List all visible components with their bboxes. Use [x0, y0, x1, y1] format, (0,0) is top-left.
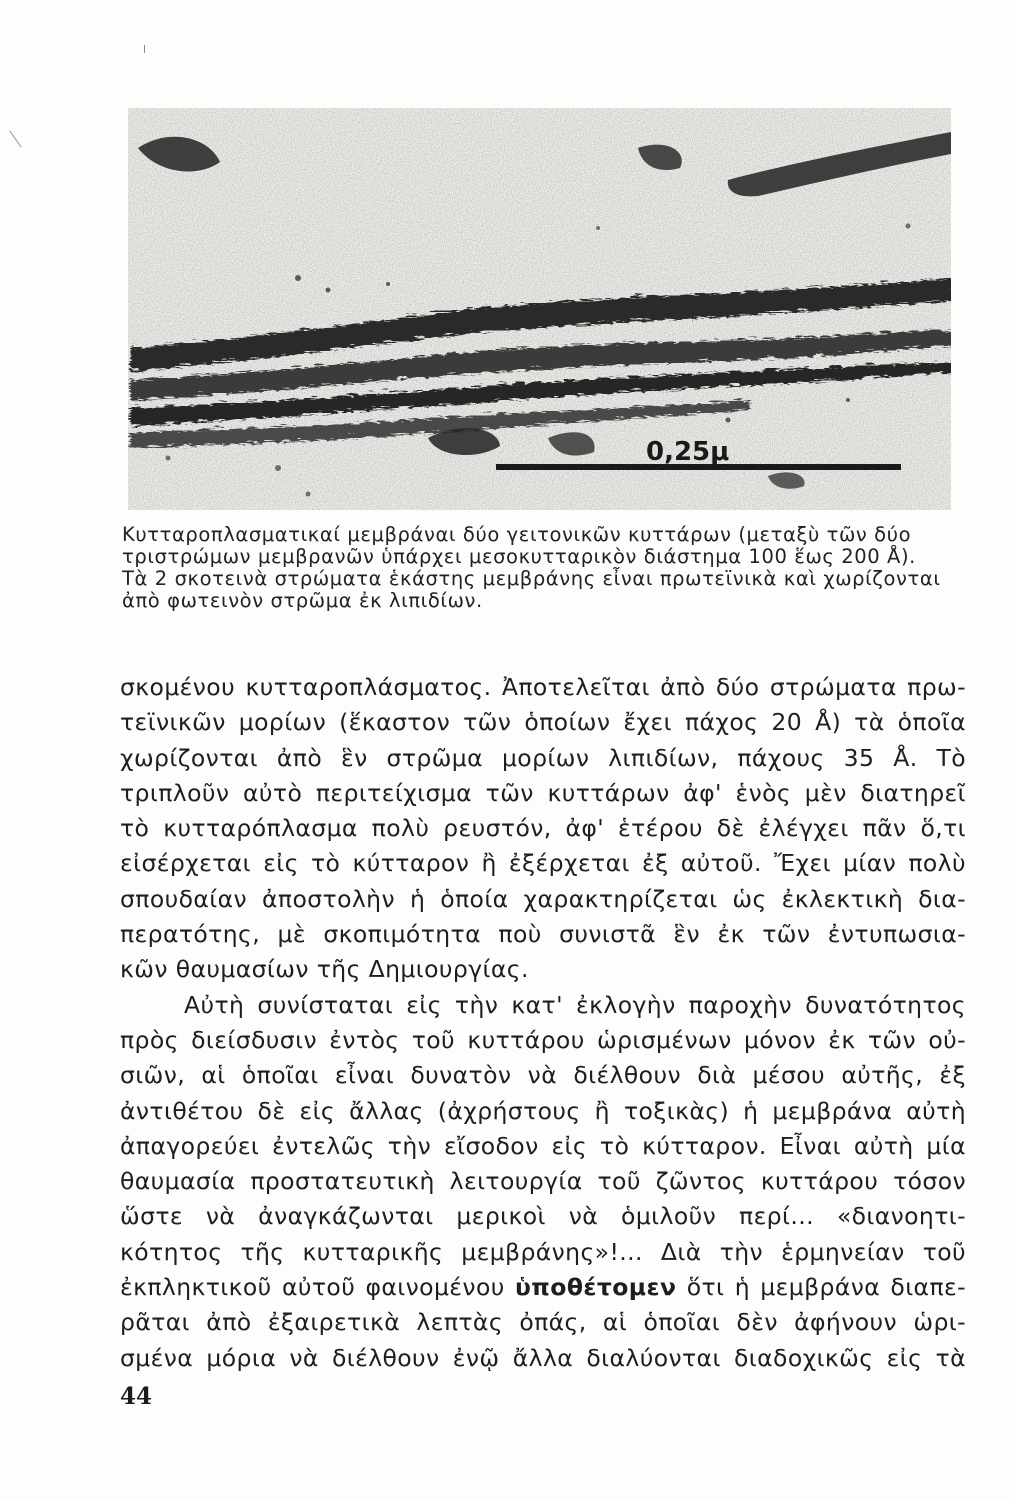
- body-text: [120, 670, 966, 1376]
- text-line: σπουδαίαν ἀποστολὴν ἡ ὁποία χαρακτηρίζεται ὡς ἐκλεκτικὴ δια-: [120, 884, 966, 913]
- text-line: Αὐτὴ συνίσταται εἰς τὴν κατ' ἐκλογὴν παροχὴν δυνατότητος: [184, 990, 966, 1019]
- text-line: σκομένου κυτταροπλάσματος. Ἀποτελεῖται ἀπὸ δύο στρώματα πρω-: [120, 673, 966, 701]
- caption-line: ἀπὸ φωτεινὸν στρῶμα ἐκ λιπιδίων.: [122, 589, 483, 612]
- emphasis-word: ὑποθέτομεν: [515, 1273, 677, 1302]
- caption-line: τριστρώμων μεμβρανῶν ὑπάρχει μεσοκυτταρικὸν διάστημα 100 ἕως 200 Å).: [122, 545, 916, 568]
- caption-line: Κυτταροπλασματικαί μεμβράναι δύο γειτονικῶν κυττάρων (μεταξὺ τῶν δύο: [122, 523, 912, 546]
- margin-mark: [9, 125, 29, 148]
- text-line: περατότης, μὲ σκοπιμότητα ποὺ συνιστᾶ ἓν ἐκ τῶν ἐντυπωσια-: [120, 920, 966, 949]
- text-line: ρᾶται ἀπὸ ἐξαιρετικὰ λεπτὰς ὀπάς, αἱ ὁποῖαι δὲν ἀφήνουν ὡρι-: [120, 1308, 966, 1337]
- text-line: τεϊνικῶν μορίων (ἕκαστον τῶν ὁποίων ἔχει πάχος 20 Å) τὰ ὁποῖα: [120, 708, 966, 737]
- text-line: ἀντιθέτου δὲ εἰς ἄλλας (ἀχρήστους ἢ τοξικὰς) ἡ μεμβράνα αὐτὴ: [120, 1096, 966, 1125]
- scale-bar-label: 0,25μ: [646, 437, 730, 467]
- text-line-with-emphasis: [120, 1270, 966, 1305]
- text-line: πρὸς διείσδυσιν ἐντὸς τοῦ κυττάρου ὡρισμένων μόνον ἐκ τῶν οὐ-: [120, 1025, 966, 1054]
- text-line: τὸ κυτταρόπλασμα πολὺ ρευστόν, ἀφ' ἑτέρου δὲ ἐλέγχει πᾶν ὅ,τι: [120, 814, 966, 843]
- page-number: 44: [120, 1383, 153, 1410]
- micrograph-image: [128, 108, 951, 510]
- text-line: τριπλοῦν αὐτὸ περιτείχισμα τῶν κυττάρων ἀφ' ἑνὸς μὲν διατηρεῖ: [120, 778, 966, 807]
- micrograph-figure: [128, 108, 951, 510]
- caption-line: Τὰ 2 σκοτεινὰ στρώματα ἑκάστης μεμβράνης εἶναι πρωτεϊνικὰ καὶ χωρίζονται: [122, 567, 941, 590]
- figure-caption: [122, 524, 964, 612]
- text-line: εἰσέρχεται εἰς τὸ κύτταρον ἢ ἐξέρχεται ἐξ αὐτοῦ. Ἔχει μίαν πολὺ: [120, 849, 966, 878]
- text-segment: ὅτι ἡ μεμβράνα διαπε-: [686, 1273, 966, 1302]
- text-line: κῶν θαυμασίων τῆς Δημιουργίας.: [120, 955, 529, 984]
- text-line: θαυμασία προστατευτικὴ λειτουργία τοῦ ζῶντος κυττάρου τόσον: [120, 1167, 966, 1196]
- corner-mark: [144, 45, 149, 53]
- text-line: ἀπαγορεύει ἐντελῶς τὴν εἴσοδον εἰς τὸ κύτταρον. Εἶναι αὐτὴ μία: [120, 1131, 966, 1160]
- text-line: χωρίζονται ἀπὸ ἓν στρῶμα μορίων λιπιδίων, πάχους 35 Å. Τὸ: [120, 743, 966, 772]
- text-line: ὥστε νὰ ἀναγκάζωνται μερικοὶ νὰ ὁμιλοῦν περί... «διανοητι-: [120, 1202, 966, 1231]
- text-line: σμένα μόρια νὰ διέλθουν ἐνῷ ἄλλα διαλύονται διαδοχικῶς εἰς τὰ: [120, 1343, 966, 1372]
- text-segment: ἐκπληκτικοῦ αὐτοῦ φαινομένου: [120, 1273, 505, 1302]
- text-line: κότητος τῆς κυτταρικῆς μεμβράνης»!... Διὰ τὴν ἑρμηνείαν τοῦ: [120, 1237, 966, 1266]
- text-line: σιῶν, αἱ ὁποῖαι εἶναι δυνατὸν νὰ διέλθουν διὰ μέσου αὐτῆς, ἐξ: [120, 1061, 966, 1090]
